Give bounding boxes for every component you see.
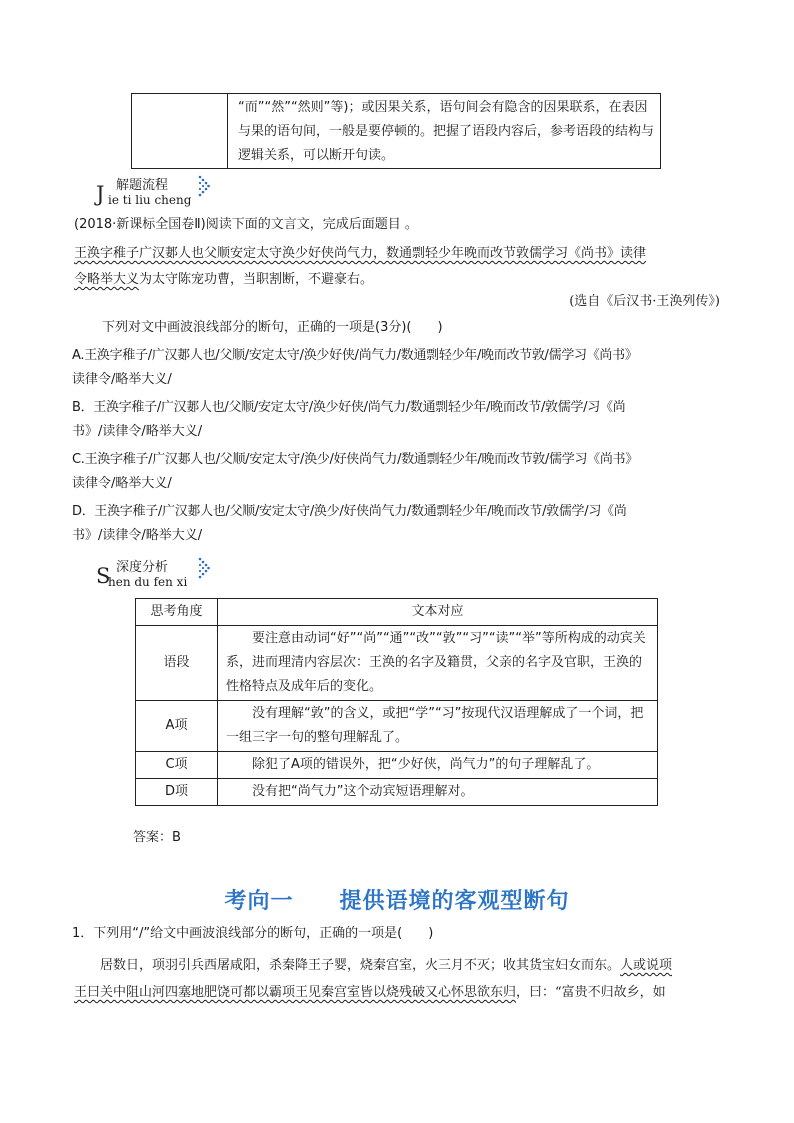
option-b[interactable] — [72, 396, 724, 444]
table-header: 思考角度 — [136, 599, 218, 626]
section-pinyin: ie ti liu cheng — [108, 193, 192, 207]
chevron-arrow-icon — [198, 557, 210, 579]
table-cell-key: C项 — [136, 752, 218, 779]
question-1-stem: 1．下列用“/”给文中画波浪线部分的断句，正确的一项是( ) — [72, 926, 434, 941]
section-cap-letter: S — [96, 564, 111, 588]
analysis-table — [135, 598, 658, 806]
option-line: B．王涣字稚子/广汉郪人也/父顺/安定太守/涣少好侠/尚气力/数通剽轻少年/晚而改节/敦儒学/习《尚 — [72, 400, 626, 415]
table-cell-value: 要注意由动词“好”“尚”“通”“改”“敦”“习”“读”“举”等所构成的动宾关系，进而理清内容层次：王涣的名字及籍贯，父亲的名字及官职，王涣的性格特点及成年后的变化。 — [218, 626, 658, 701]
q1-line1-wavy: 人或说项 — [620, 958, 673, 973]
section-header-analysis — [96, 554, 236, 594]
options-list — [72, 344, 724, 548]
option-line: 读律令/略举大义/ — [72, 476, 172, 491]
option-line: 读律令/略举大义/ — [72, 372, 172, 387]
option-line: 书》/读律令/略举大义/ — [72, 424, 203, 439]
table-cell-key: A项 — [136, 701, 218, 752]
table-cell-key: 语段 — [136, 626, 218, 701]
intro-text: (2018·新课标全国卷Ⅱ)阅读下面的文言文，完成后面题目 。 — [74, 217, 418, 232]
table-header: 文本对应 — [218, 599, 658, 626]
table-cell-value: 除犯了A项的错误外，把“少好侠，尚气力”的句子理解乱了。 — [218, 752, 658, 779]
section-big-title — [0, 884, 794, 915]
q1-line2-wavy: 王曰关中阻山河四塞地肥饶可都以霸项王见秦宫室皆以烧残破又心怀思欲东归 — [74, 985, 517, 1000]
answer-text: 答案：B — [133, 830, 181, 845]
table-cell-key: D项 — [136, 779, 218, 806]
q1-line1-plain: 居数日，项羽引兵西屠咸阳，杀秦降王子婴，烧秦宫室，火三月不灭；收其货宝妇女而东。 — [100, 958, 621, 973]
passage-wavy-line2: 令略举大义 — [74, 272, 140, 287]
passage-source: (选自《后汉书·王涣列传》) — [569, 294, 720, 309]
table-row — [136, 779, 658, 806]
option-line: A.王涣字稚子/广汉郪人也/父顺/安定太守/涣少好侠/尚气力/数通剽轻少年/晚而改节敦/儒学习《尚书》 — [72, 348, 638, 363]
big-title-part2: 提供语境的客观型断句 — [339, 889, 570, 914]
option-a[interactable] — [72, 344, 724, 392]
option-line: D．王涣字稚子/广汉郪人也/父顺/安定太守/涣少/好侠尚气力/数通剽轻少年/晚而改节/敦儒学/习《尚 — [72, 504, 627, 519]
section-header-process — [96, 172, 236, 212]
big-title-part1: 考向一 — [224, 889, 294, 914]
option-line: C.王涣字稚子/广汉郪人也/父顺/安定太守/涣少/好侠尚气力/数通剽轻少年/晚而改节敦/儒学习《尚书》 — [72, 452, 638, 467]
option-d[interactable] — [72, 500, 724, 548]
passage — [74, 241, 724, 293]
section-pinyin: hen du fen xi — [108, 575, 188, 589]
question-stem: 下列对文中画波浪线部分的断句，正确的一项是(3分)( ) — [102, 320, 443, 335]
section-title: 解题流程 — [116, 178, 169, 193]
table-row — [136, 626, 658, 701]
table-cell-value: 没有理解“敦”的含义，或把“学”“习”按现代汉语理解成了一个词，把一组三字一句的整句理解乱了。 — [218, 701, 658, 752]
passage-rest: 为太守陈宠功曹，当职割断，不避豪右。 — [139, 272, 374, 287]
table-row — [136, 701, 658, 752]
context-box-text: “而”“然”“然则”等)；或因果关系，语句间会有隐含的因果联系，在表因与果的语句间，一般是要停顿的。把握了语段内容后，参考语段的结构与逻辑关系，可以断开句读。 — [238, 100, 655, 163]
section-title: 深度分析 — [116, 560, 169, 575]
box-divider — [227, 94, 228, 168]
passage-wavy-line1: 王涣字稚子广汉郪人也父顺安定太守涣少好侠尚气力，数通剽轻少年晚而改节敦儒学习《尚书》读律 — [74, 246, 647, 261]
q1-line2-plain: ，曰：“富贵不归故乡，如 — [516, 985, 666, 1000]
table-cell-value: 没有把“尚气力”这个动宾短语理解对。 — [218, 779, 658, 806]
table-row — [136, 752, 658, 779]
chevron-arrow-icon — [198, 175, 210, 197]
question-1-passage — [74, 952, 726, 1006]
option-line: 书》/读律令/略举大义/ — [72, 528, 203, 543]
table-header-row — [136, 599, 658, 626]
option-c[interactable] — [72, 448, 724, 496]
section-cap-letter: J — [96, 182, 105, 206]
context-box — [131, 93, 661, 169]
